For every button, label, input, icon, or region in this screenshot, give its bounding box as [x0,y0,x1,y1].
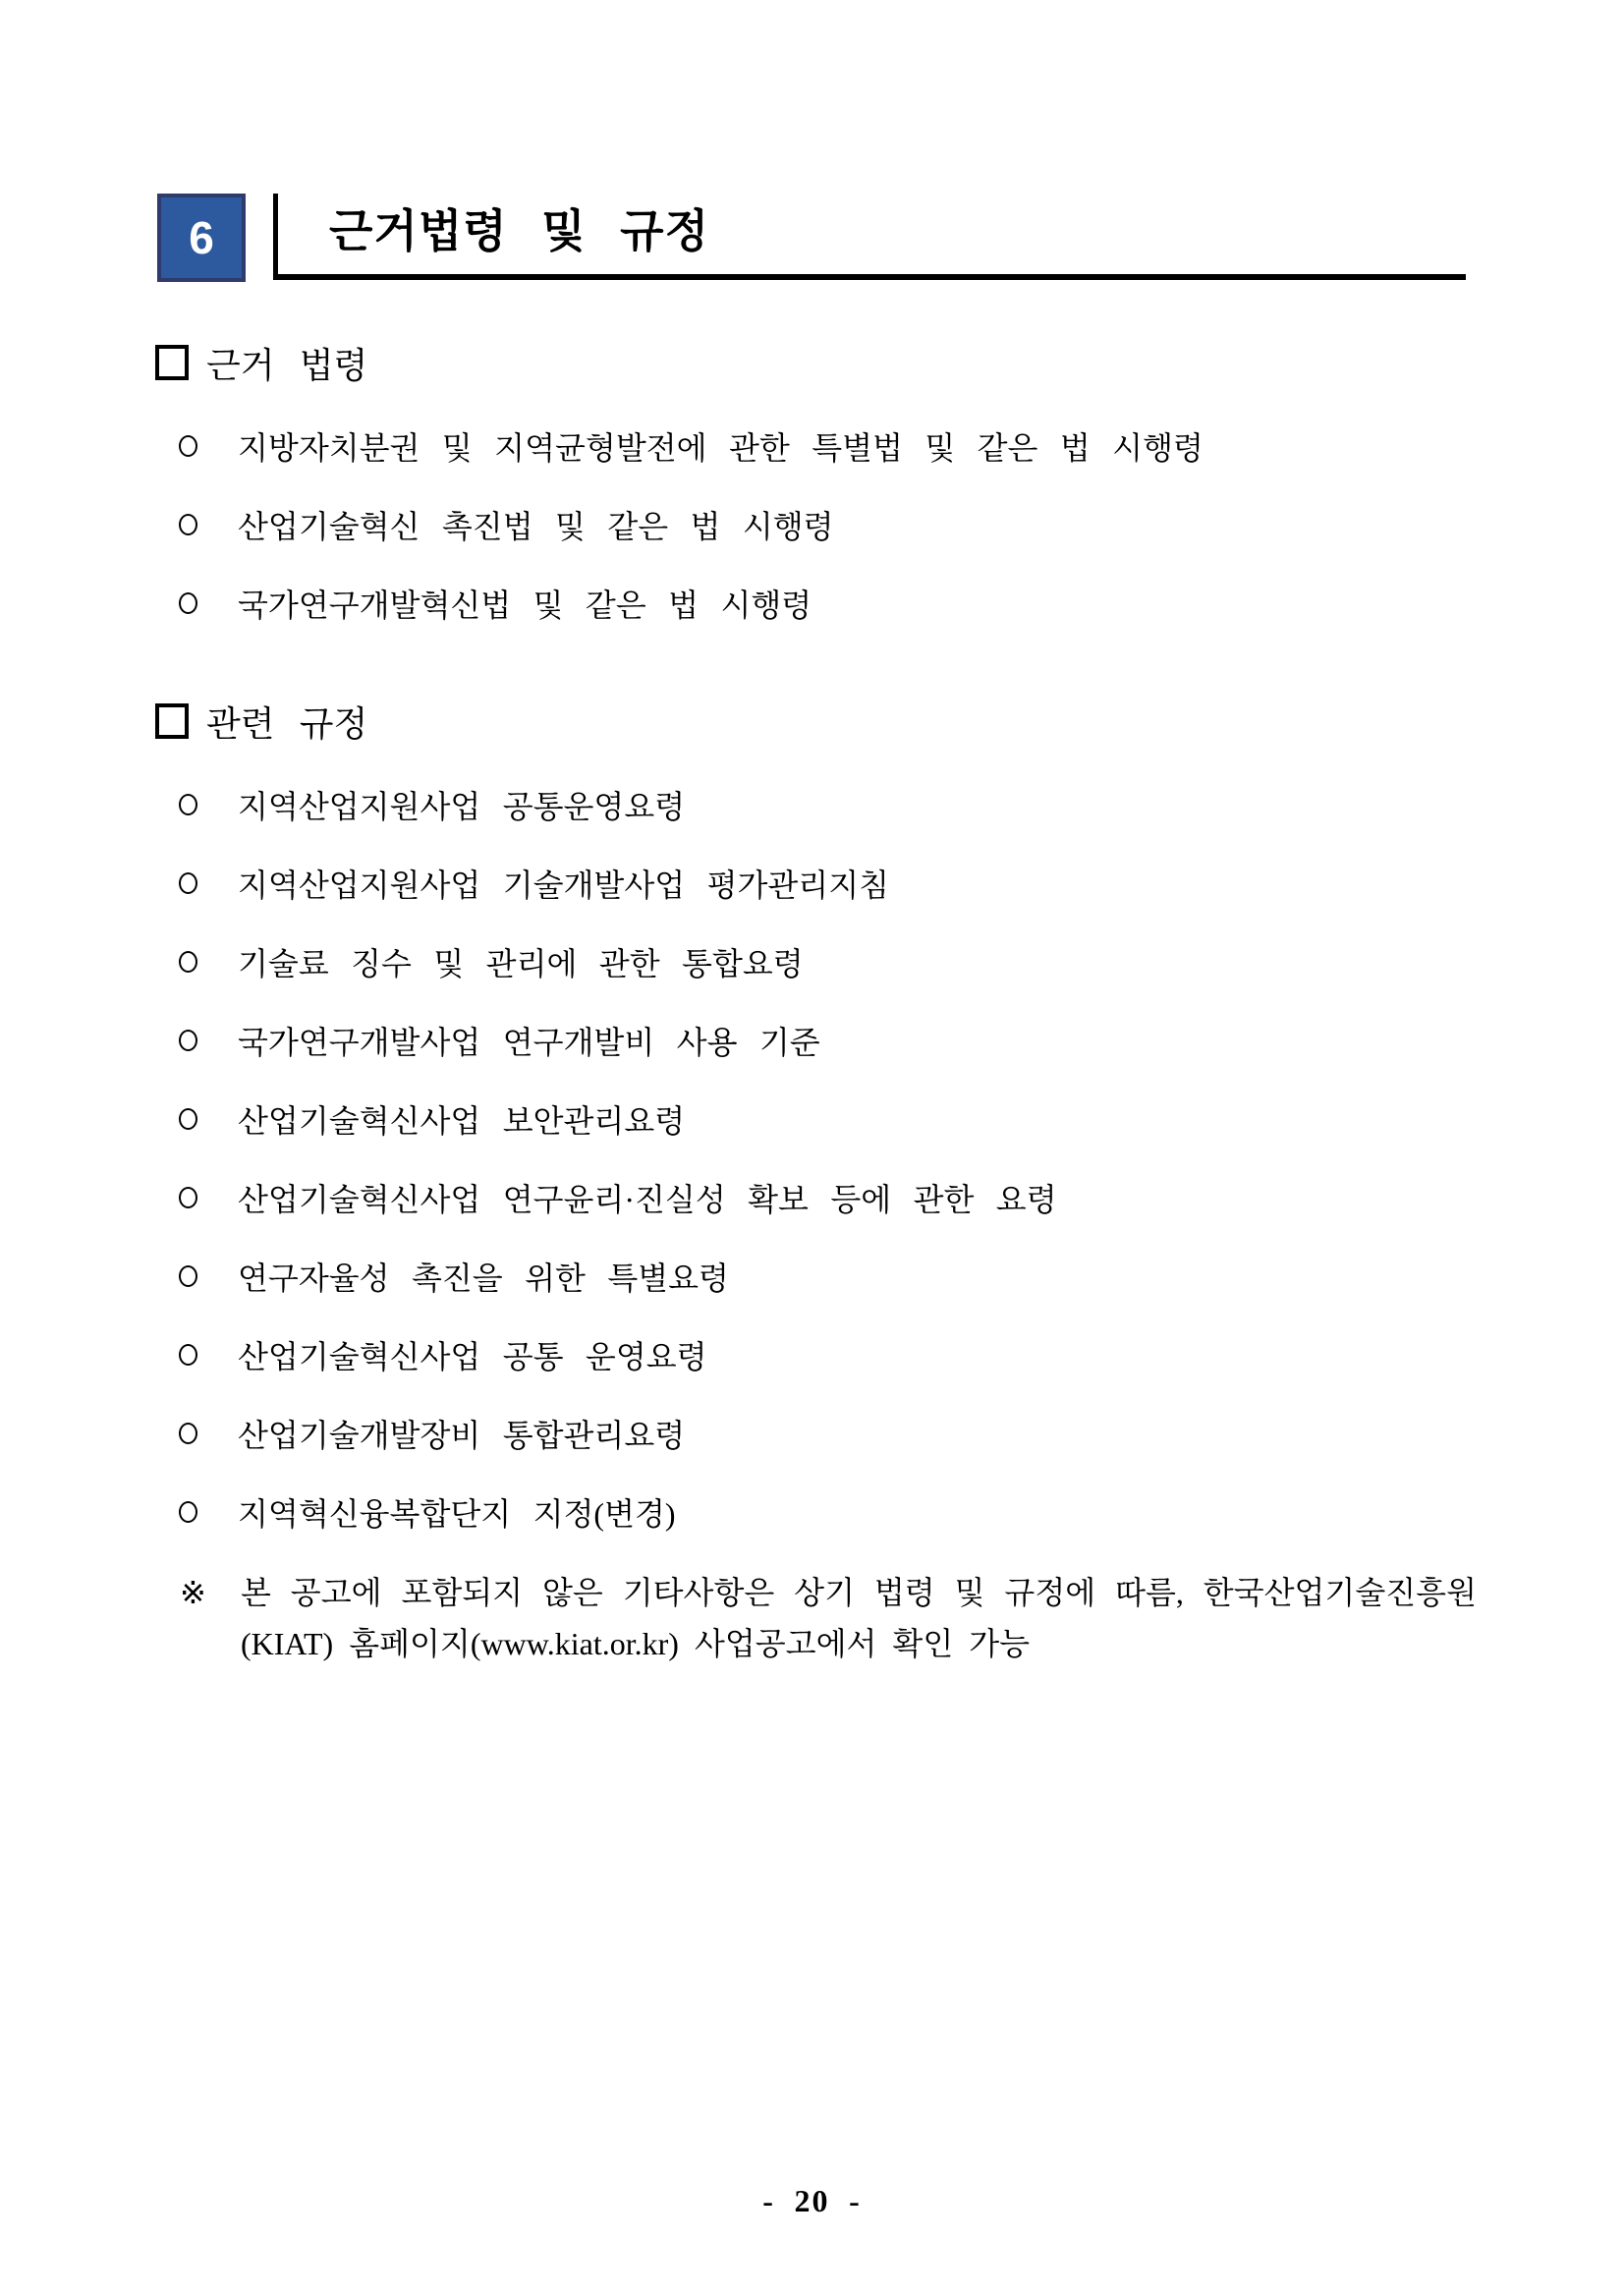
list-item-text: 국가연구개발혁신법 및 같은 법 시행령 [238,588,812,623]
section-title-block [273,194,1466,280]
heading-legal-basis [155,342,1477,383]
list-item [179,505,1477,544]
heading-label: 관련 규정 [206,703,368,744]
circle-bullet-icon [179,435,197,457]
list-item-text: 지역혁신융복합단지 지정(변경) [238,1496,676,1532]
square-bullet-icon [155,345,189,380]
footnote-line: 본 공고에 포함되지 않은 기타사항은 상기 법령 및 규정에 따름, 한국산업기술진흥원 [241,1575,1477,1610]
circle-bullet-icon [179,1030,197,1051]
list-item [179,1099,1477,1139]
heading-label: 근거 법령 [206,345,368,385]
document-body [0,342,1624,1669]
circle-bullet-icon [179,1501,197,1523]
page-number: - 20 - [762,2183,862,2218]
list-item-text: 산업기술혁신사업 보안관리요령 [238,1103,686,1139]
list-item-text: 연구자율성 촉진을 위한 특별요령 [238,1260,729,1296]
list-item [179,1492,1477,1532]
list-item-text: 지역산업지원사업 기술개발사업 평가관리지침 [238,868,890,903]
section-number-badge [157,194,246,282]
list-item-text: 지역산업지원사업 공통운영요령 [238,789,686,824]
list-item-text: 산업기술개발장비 통합관리요령 [238,1418,686,1453]
footnote-body [241,1567,1477,1669]
section-number: 6 [189,212,214,263]
circle-bullet-icon [179,1108,197,1130]
footnote-line: (KIAT) 홈페이지(www.kiat.or.kr) 사업공고에서 확인 가능 [241,1626,1031,1661]
heading-related-regulations [155,700,1477,742]
circle-bullet-icon [179,514,197,535]
list-item [179,1335,1477,1374]
footnote [180,1567,1477,1669]
list-item [179,864,1477,903]
list-item [179,1021,1477,1060]
circle-bullet-icon [179,1344,197,1366]
list-item-text: 산업기술혁신사업 공통 운영요령 [238,1339,707,1374]
list-item [179,1257,1477,1296]
list-item-text: 지방자치분권 및 지역균형발전에 관한 특별법 및 같은 법 시행령 [238,430,1204,466]
list-item [179,942,1477,981]
circle-bullet-icon [179,1187,197,1208]
list-item [179,1178,1477,1217]
list-item-text: 산업기술혁신사업 연구윤리·진실성 확보 등에 관한 요령 [238,1182,1057,1217]
list-item [179,785,1477,824]
circle-bullet-icon [179,1265,197,1287]
circle-bullet-icon [179,1423,197,1444]
list-item-text: 국가연구개발사업 연구개발비 사용 기준 [238,1025,820,1060]
list-item-text: 산업기술혁신 촉진법 및 같은 법 시행령 [238,509,834,544]
list-item [179,1414,1477,1453]
section-header [157,194,1624,280]
square-bullet-icon [155,703,189,739]
list-item [179,426,1477,466]
list-item-text: 기술료 징수 및 관리에 관한 통합요령 [238,946,804,981]
reference-mark-icon: ※ [180,1575,206,1610]
circle-bullet-icon [179,794,197,815]
circle-bullet-icon [179,951,197,973]
circle-bullet-icon [179,872,197,894]
page-title: 근거법령 및 규정 [329,205,710,256]
circle-bullet-icon [179,592,197,614]
list-item [179,584,1477,623]
